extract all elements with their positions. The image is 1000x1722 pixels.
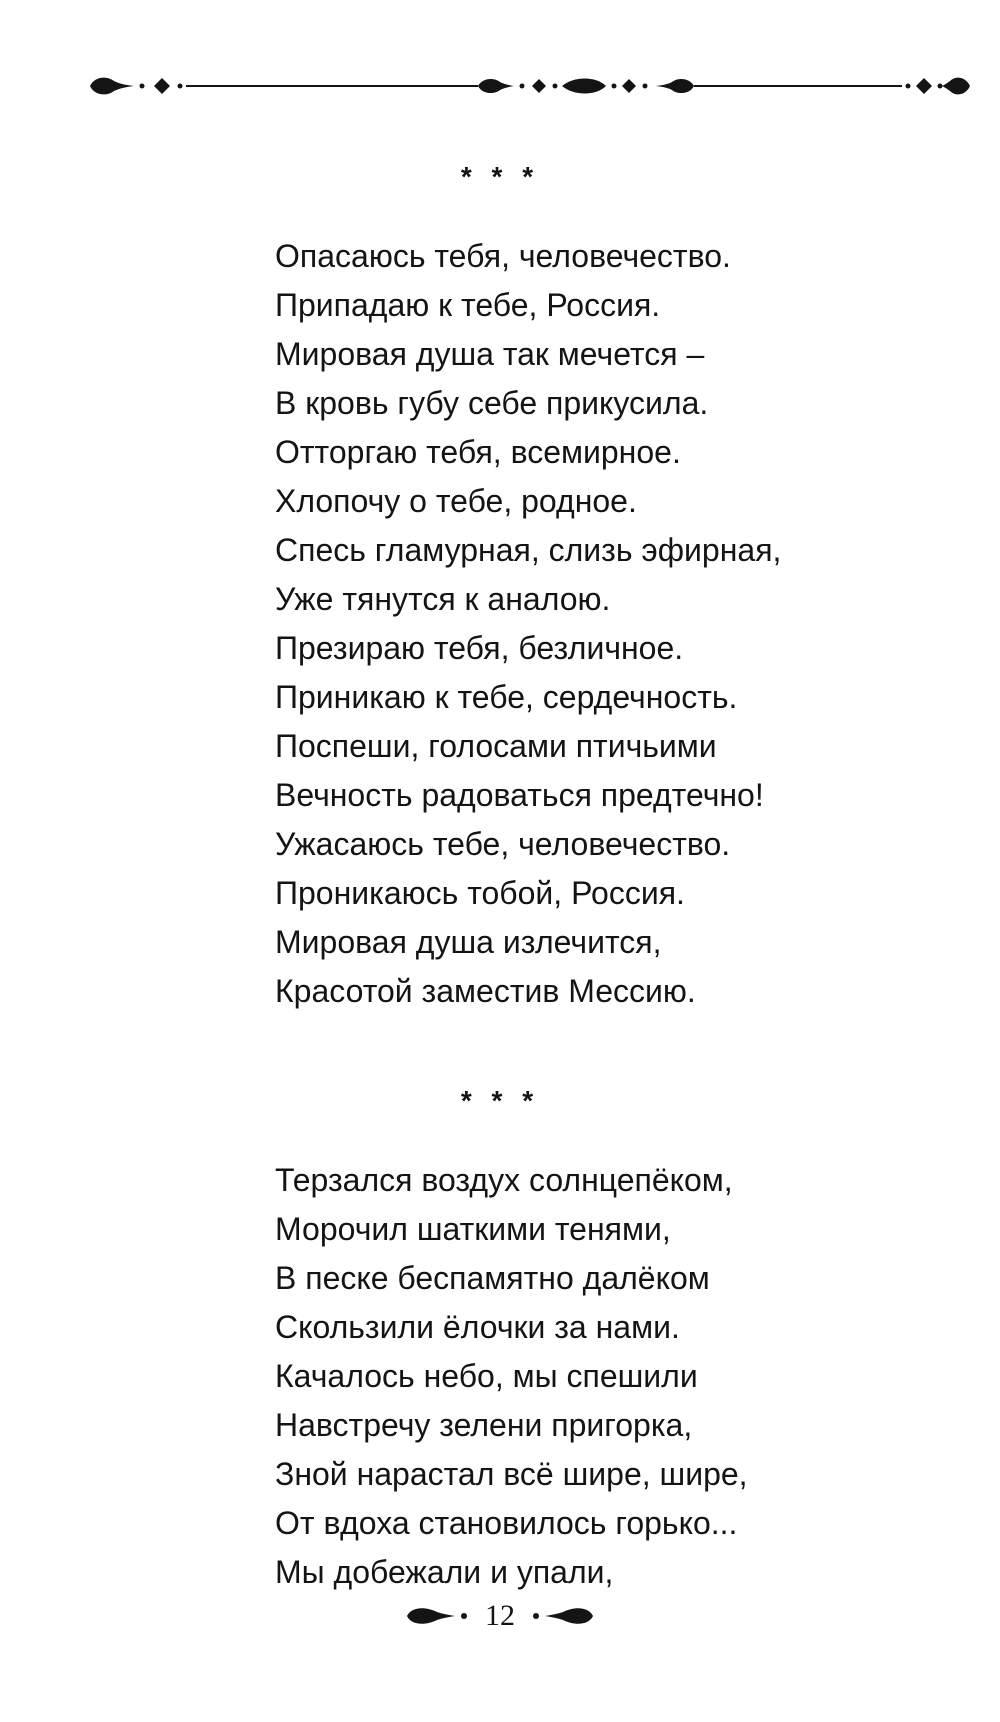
page-number: 12 <box>485 1599 515 1632</box>
poem-line: Опасаюсь тебя, человечество. <box>275 238 731 274</box>
poem-line: Качалось небо, мы спешили <box>275 1358 698 1394</box>
poem-line: Ужасаюсь тебе, человечество. <box>275 826 731 862</box>
footer-ornament-left-icon <box>407 1603 469 1629</box>
poem-line: В кровь губу себе прикусила. <box>275 385 709 421</box>
poem-line: Поспеши, голосами птичьими <box>275 728 717 764</box>
poem-line: Отторгаю тебя, всемирное. <box>275 434 681 470</box>
poem-line: Красотой заместив Мессию. <box>275 973 696 1009</box>
poem-line: Вечность радоваться предтечно! <box>275 777 764 813</box>
header-ornament-rule <box>90 68 970 104</box>
poem-line: Мы добежали и упали, <box>275 1554 614 1590</box>
poem-2 <box>275 1156 748 1597</box>
poem-1 <box>275 232 781 1016</box>
poem-line: От вдоха становилось горько... <box>275 1505 738 1541</box>
poem-line: Морочил шаткими тенями, <box>275 1211 671 1247</box>
poem-line: Проникаюсь тобой, Россия. <box>275 875 685 911</box>
section-separator: * * * <box>460 1085 540 1116</box>
poem-line: Презираю тебя, безличное. <box>275 630 684 666</box>
poem-line: Терзался воздух солнцепёком, <box>275 1162 733 1198</box>
poem-line: Мировая душа так мечется – <box>275 336 705 372</box>
poem-line: В песке беспамятно далёком <box>275 1260 710 1296</box>
poem-line: Зной нарастал всё шире, шире, <box>275 1456 748 1492</box>
poem-line: Хлопочу о тебе, родное. <box>275 483 637 519</box>
poem-line: Приникаю к тебе, сердечность. <box>275 679 738 715</box>
poem-line: Мировая душа излечится, <box>275 924 662 960</box>
section-separator: * * * <box>460 161 540 192</box>
footer-ornament-right-icon <box>531 1603 593 1629</box>
poem-line: Навстречу зелени пригорка, <box>275 1407 693 1443</box>
poem-line: Уже тянутся к аналою. <box>275 581 611 617</box>
poem-line: Скользили ёлочки за нами. <box>275 1309 680 1345</box>
poem-line: Припадаю к тебе, Россия. <box>275 287 661 323</box>
page-footer <box>0 1594 1000 1638</box>
poem-line: Спесь гламурная, слизь эфирная, <box>275 532 782 568</box>
